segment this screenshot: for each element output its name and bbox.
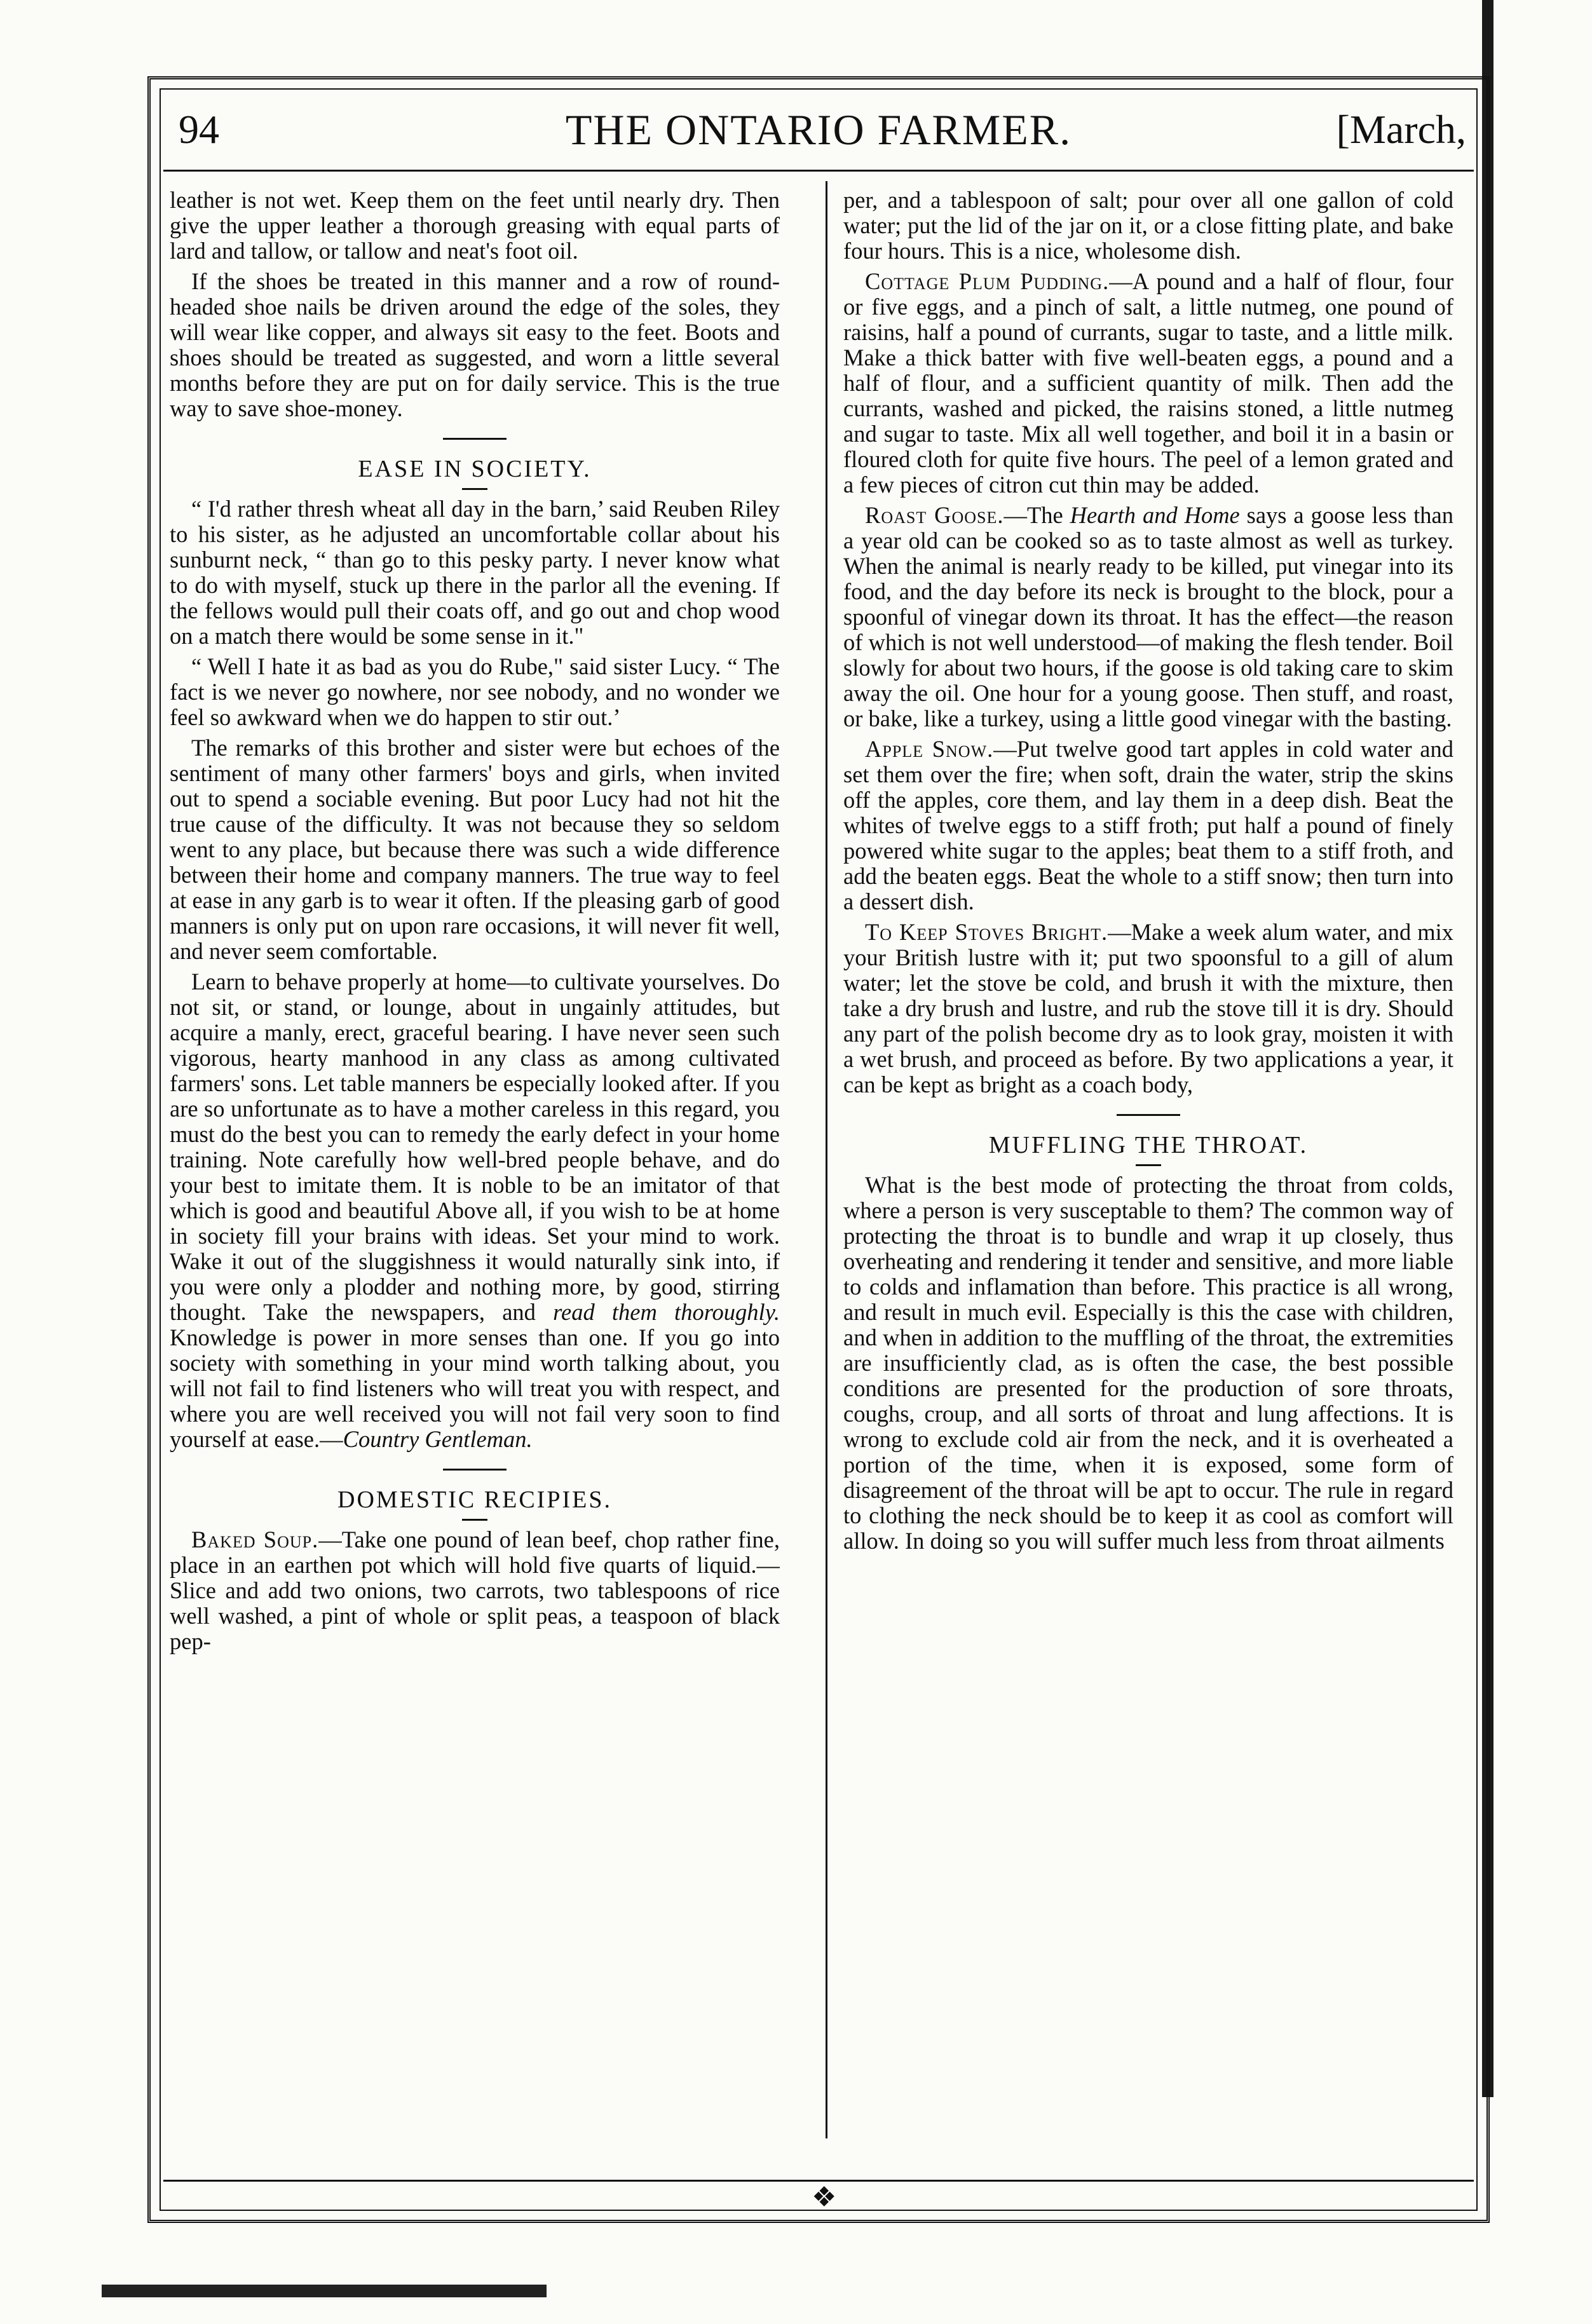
ease-p4-text-b: Knowledge is power in more senses than one. If you go into society with something in your mind worth talking about, you will not fail to find listeners who will treat you with respect, and where you are well received you will not fail very soon to find yourself at ease.— — [170, 1324, 780, 1452]
ease-paragraph-2: “ Well I hate it as bad as you do Rube," said sister Lucy. “ The fact is we never go nowhere, nor see nobody, and no wonder we feel so awkward when we do happen to stir out.’ — [170, 653, 780, 730]
page-number: 94 — [179, 107, 219, 152]
shoes-paragraph-2: If the shoes be treated in this manner and a row of round-headed shoe nails be driven around the edge of the soles, they will wear like copper, and always sit easy to the feet. Boots and shoes should be treated as suggested, and worn a little several months before they are put on for daily service. This is the true way to save shoe-money. — [170, 268, 780, 421]
stoves-recipe — [843, 920, 1453, 1097]
ornament-icon: ❖ — [812, 2182, 837, 2213]
apple-snow-recipe — [843, 737, 1453, 914]
journal-title: THE ONTARIO FARMER. — [565, 105, 1072, 154]
apple-snow-text: —Put twelve good tart apples in cold water and set them over the fire; when soft, drain the water, strip the skins off the apples, core them, and lay them in a deep dish. Beat the whites of twelve eggs to a stiff froth; put half a pound of finely powered white sugar to the apples; beat them to a stiff froth, and add the beaten eggs. Beat the whole to a stiff snow; then turn into a dessert dish. — [843, 736, 1453, 914]
plum-pudding-text: —A pound and a half of flour, four or five eggs, and a pinch of salt, a little nutmeg, one pound of raisins, half a pound of currants, sugar to taste, and a little milk. Make a thick batter with five well-beaten eggs, a pound and a half of flour, and a sufficient quantity of milk. Then add the currants, washed and picked, the raisins stoned, a little nutmeg and sugar to taste. Mix all well together, and boil it in a basin or floured cloth for quite five hours. The peel of a lemon grated and a few pieces of citron cut thin may be added. — [843, 268, 1453, 498]
baked-soup-title: Baked Soup. — [191, 1526, 319, 1553]
apple-snow-title: Apple Snow. — [865, 736, 994, 762]
right-column — [843, 187, 1453, 2132]
stoves-title: To Keep Stoves Bright. — [865, 919, 1108, 945]
section-rule — [443, 438, 507, 440]
muffling-throat-paragraph: What is the best mode of protecting the throat from colds, where a person is very susceptable to them? The common way of protecting the throat is to bundle and wrap it up closely, thus overheating and rendering it tender and sensitive, and more liable to colds and inflamation than before. This practice is all wrong, and result in much evil. Especially is this the case with children, and when in addition to the muffling of the throat, the extremities are insufficiently clad, as is often the case, the best possible conditions are presented for the production of sore throats, coughs, croup, and all sorts of throat and lung affections. It is wrong to exclude cold air from the neck, and it is overheated a portion of the time, when it is exposed, some form of disagreement of the throat will be apt to occur. The rule in regard to clothing the neck should be to keep it as cool as comfort will allow. In doing so you will suffer much less from throat ailments — [843, 1172, 1453, 1554]
heading-dash — [462, 488, 487, 490]
muffling-throat-heading: MUFFLING THE THROAT. — [988, 1132, 1309, 1159]
issue-month: [March, — [1336, 107, 1466, 152]
domestic-recipies-heading: DOMESTIC RECIPIES. — [337, 1486, 612, 1513]
section-rule — [443, 1469, 507, 1471]
plum-pudding-recipe — [843, 269, 1453, 498]
heading-dash — [462, 1519, 487, 1521]
roast-goose-text-a: —The — [1004, 502, 1063, 528]
ease-paragraph-4 — [170, 969, 780, 1452]
left-column — [170, 187, 780, 2132]
section-rule — [1117, 1114, 1180, 1116]
plum-pudding-title: Cottage Plum Pudding. — [865, 268, 1110, 294]
roast-goose-text-b: says a goose less than a year old can be cooked so as to taste almost as well as turkey. When the animal is nearly ready to be killed, put vinegar into its food, and the day before its neck is brought to the block, pour a spoonful of vinegar down its throat. It has the effect—the reason of which is not well understood—of making the flesh tender. Boil slowly for about two hours, if the goose is old taking care to skim away the oil. One hour for a young goose. Then stuff, and roast, or bake, like a turkey, using a little good vinegar with the basting. — [843, 502, 1453, 731]
ease-paragraph-3: The remarks of this brother and sister were but echoes of the sentiment of many other farmers' boys and girls, when invited out to spend a sociable evening. But poor Lucy had not hit the true cause of the difficulty. It was not because they so seldom went to any place, but because there was such a wide difference between their home and company manners. The true way to feel at ease in any garb is to wear it often. If the pleasing garb of good manners is only put on upon rare occasions, it will never fit well, and never seem comfortable. — [170, 735, 780, 964]
page-frame — [147, 76, 1490, 2223]
running-header — [163, 93, 1474, 172]
scan-margin-bar — [102, 2285, 547, 2297]
roast-goose-source: Hearth and Home — [1070, 502, 1240, 528]
baked-soup-continued: per, and a tablespoon of salt; pour over all one gallon of cold water; put the lid of the jar on it, or a close fitting plate, and bake four hours. This is a nice, wholesome dish. — [843, 187, 1453, 264]
ease-in-society-heading: EASE IN SOCIETY. — [358, 456, 592, 482]
ease-p4-italic: read them thoroughly. — [553, 1299, 780, 1325]
ease-source: Country Gentleman. — [343, 1426, 533, 1452]
baked-soup-recipe — [170, 1527, 780, 1654]
ease-p4-text-a: Learn to behave properly at home—to cultivate yourselves. Do not sit, or stand, or lounge, about in ungainly attitudes, but acquire a manly, erect, graceful bearing. I have never seen such vigorous, hearty manhood in any class as among cultivated farmers' sons. Let table manners be especially looked after. If you are so unfortunate as to have a mother careless in this regard, you must do the best you can to remedy the early defect in your home training. Note carefully how well-bred people behave, and do your best to imitate them. It is noble to be an imitator of that which is good and beautiful Above all, if you wish to be at home in society fill your brains with ideas. Set your mind to work. Wake it out of the sluggishness it would naturally sink into, if you were only a plodder and nothing more, by good, stirring thought. Take the newspapers, and — [170, 968, 780, 1325]
heading-dash — [1136, 1164, 1161, 1166]
stoves-text: —Make a week alum water, and mix your British lustre with it; put two spoonsful to a gill of alum water; let the stove be cold, and brush it with the mixture, then take a dry brush and lustre, and rub the stove till it is dry. Should any part of the polish become dry as to look gray, moisten it with a wet brush, and proceed as before. By two applications a year, it can be kept as bright as a coach body, — [843, 919, 1453, 1097]
roast-goose-title: Roast Goose. — [865, 502, 1004, 528]
baked-soup-text: —Take one pound of lean beef, chop rather fine, place in an earthen pot which will hold five quarts of liquid.—Slice and add two onions, two carrots, two tablespoons of rice well washed, a pint of whole or split peas, a teaspoon of black pep- — [170, 1526, 780, 1654]
shoes-paragraph-1: leather is not wet. Keep them on the feet until nearly dry. Then give the upper leather a thorough greasing with equal parts of lard and tallow, or tallow and neat's foot oil. — [170, 187, 780, 264]
column-divider — [826, 181, 827, 2138]
roast-goose-recipe — [843, 503, 1453, 731]
ease-paragraph-1: “ I'd rather thresh wheat all day in the barn,’ said Reuben Riley to his sister, as he adjusted an uncomfortable collar about his sunburnt neck, “ than go to this pesky party. I never know what to do with myself, stuck up there in the parlor all the evening. If the fellows would pull their coats off, and go out and chop wood on a match there would be some sense in it." — [170, 496, 780, 649]
